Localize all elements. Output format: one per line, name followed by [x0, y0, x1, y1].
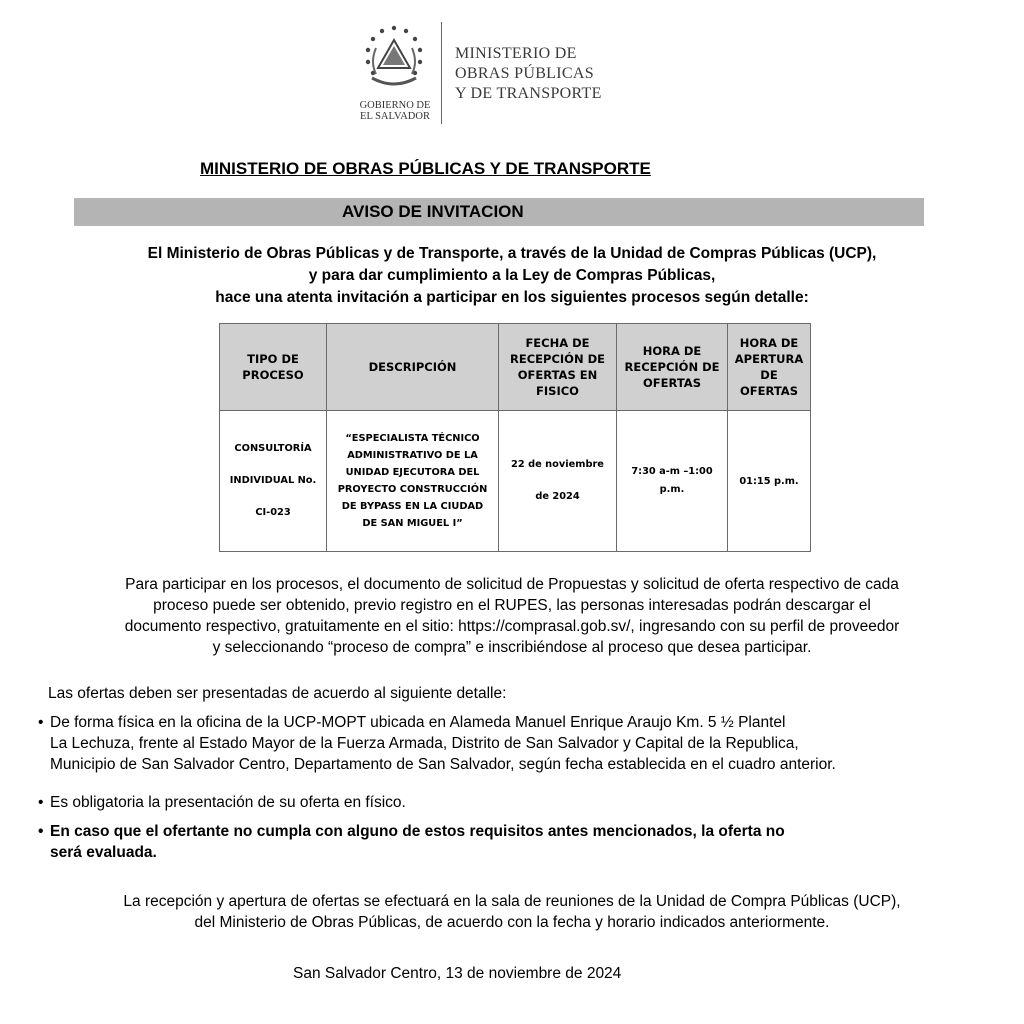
- cell-text: PROYECTO CONSTRUCCIÓN: [337, 484, 488, 495]
- header-text: RECEPCIÓN DE: [624, 360, 720, 374]
- cell-hora-apertura: [728, 411, 811, 552]
- cell-descripcion: [327, 411, 499, 552]
- header-text: DE: [760, 368, 778, 382]
- paragraph-line: La recepción y apertura de ofertas se efectuará en la sala de reuniones de la Unidad de Compra Públicas (UCP),: [123, 893, 901, 910]
- government-caption: [348, 100, 442, 122]
- cell-text: DE SAN MIGUEL I”: [362, 518, 463, 529]
- logo-divider: [441, 22, 442, 124]
- header-text: DESCRIPCIÓN: [368, 360, 457, 374]
- bullet-line: será evaluada.: [50, 844, 157, 861]
- ofertas-intro: Las ofertas deben ser presentadas de acuerdo al siguiente detalle:: [48, 685, 507, 702]
- bullet-dot: •: [38, 823, 44, 840]
- bullet-line: En caso que el ofertante no cumpla con alguno de estos requisitos antes mencionados, la oferta no: [50, 823, 785, 840]
- recepcion-paragraph: [40, 891, 984, 933]
- cell-text: 01:15 p.m.: [739, 475, 799, 487]
- participation-paragraph: [40, 574, 984, 658]
- el-salvador-coat-of-arms-icon: [356, 22, 432, 100]
- cell-text: “ESPECIALISTA TÉCNICO: [345, 433, 480, 444]
- header-text: HORA DE: [739, 336, 799, 350]
- header-hora-apertura: [728, 324, 811, 411]
- cell-text: DE BYPASS EN LA CIUDAD: [341, 501, 484, 512]
- header-text: OFERTAS: [643, 376, 701, 390]
- cell-text: ADMINISTRATIVO DE LA: [347, 450, 478, 461]
- ministry-line-2: OBRAS PÚBLICAS: [455, 65, 594, 82]
- header-text: OFERTAS EN: [517, 368, 598, 382]
- bullet-dot: •: [38, 794, 44, 811]
- aviso-title: AVISO DE INVITACION: [342, 202, 524, 221]
- header-text: TIPO DE: [247, 352, 299, 366]
- header-text: FECHA DE: [525, 336, 590, 350]
- ministry-logo: [348, 22, 648, 132]
- cell-text: UNIDAD EJECUTORA DEL: [345, 467, 480, 478]
- header-text: FISICO: [536, 384, 579, 398]
- place-date: San Salvador Centro, 13 de noviembre de 2024: [293, 965, 622, 982]
- intro-line-3: hace una atenta invitación a participar en los siguientes procesos según detalle:: [215, 289, 809, 306]
- bullet-dot: •: [38, 714, 44, 731]
- ministry-line-3: Y DE TRANSPORTE: [455, 85, 602, 102]
- bullet-text: Es obligatoria la presentación de su oferta en físico.: [50, 794, 406, 811]
- gov-line-1: GOBIERNO DE: [359, 100, 431, 111]
- bullet-line: Municipio de San Salvador Centro, Departamento de San Salvador, según fecha establecida en el cuadro anterior.: [50, 756, 836, 773]
- header-text: HORA DE: [642, 344, 702, 358]
- cell-tipo: [220, 411, 327, 552]
- cell-text: CONSULTORÍA: [234, 443, 312, 454]
- cell-text: CI-023: [255, 507, 291, 518]
- cell-text: de 2024: [535, 491, 580, 502]
- header-text: PROCESO: [242, 368, 304, 382]
- intro-line-2: y para dar cumplimiento a la Ley de Compras Públicas,: [308, 267, 716, 284]
- table-header-row: [220, 324, 811, 411]
- header-tipo: [220, 324, 327, 411]
- ministry-line-1: MINISTERIO DE: [455, 45, 577, 62]
- cell-text: INDIVIDUAL No.: [229, 475, 317, 486]
- cell-fecha: [499, 411, 617, 552]
- paragraph-line: documento respectivo, gratuitamente en el sitio: https://comprasal.gob.sv/, ingresando con su perfil de proveedor: [124, 618, 900, 635]
- gov-line-2: EL SALVADOR: [360, 111, 430, 122]
- bullet-text: [50, 821, 990, 863]
- paragraph-line: Para participar en los procesos, el documento de solicitud de Propuestas y solicitud de oferta respectivo de cada: [125, 576, 899, 593]
- page-title: MINISTERIO DE OBRAS PÚBLICAS Y DE TRANSPORTE: [200, 159, 651, 178]
- cell-text: 22 de noviembre: [511, 459, 604, 470]
- bullet-line: La Lechuza, frente al Estado Mayor de la Fuerza Armada, Distrito de San Salvador y Capital de la Republica,: [50, 735, 799, 752]
- cell-text: 7:30 a-m –1:00: [631, 466, 713, 477]
- header-hora-recepcion: [617, 324, 728, 411]
- aviso-banner: [74, 198, 924, 226]
- ministry-name-block: [455, 44, 602, 104]
- header-fecha: [499, 324, 617, 411]
- cell-hora-recepcion: [617, 411, 728, 552]
- intro-line-1: El Ministerio de Obras Públicas y de Transporte, a través de la Unidad de Compras Públicas (UCP),: [147, 245, 877, 262]
- header-text: OFERTAS: [740, 384, 798, 398]
- process-table: [219, 323, 811, 552]
- bullet-line: De forma física en la oficina de la UCP-MOPT ubicada en Alameda Manuel Enrique Araujo Km. 5 ½ Plantel: [50, 714, 786, 731]
- table-row: [220, 411, 811, 552]
- bullet-text: [50, 712, 990, 775]
- header-text: APERTURA: [734, 352, 804, 366]
- paragraph-line: del Ministerio de Obras Públicas, de acuerdo con la fecha y horario indicados anteriormente.: [194, 914, 830, 931]
- paragraph-line: y seleccionando “proceso de compra” e inscribiéndose al proceso que desea participar.: [212, 639, 812, 656]
- header-descripcion: [327, 324, 499, 411]
- paragraph-line: proceso puede ser obtenido, previo registro en el RUPES, las personas interesadas podrán descargar el: [153, 597, 871, 614]
- header-text: RECEPCIÓN DE: [510, 352, 605, 366]
- cell-text: p.m.: [659, 484, 685, 495]
